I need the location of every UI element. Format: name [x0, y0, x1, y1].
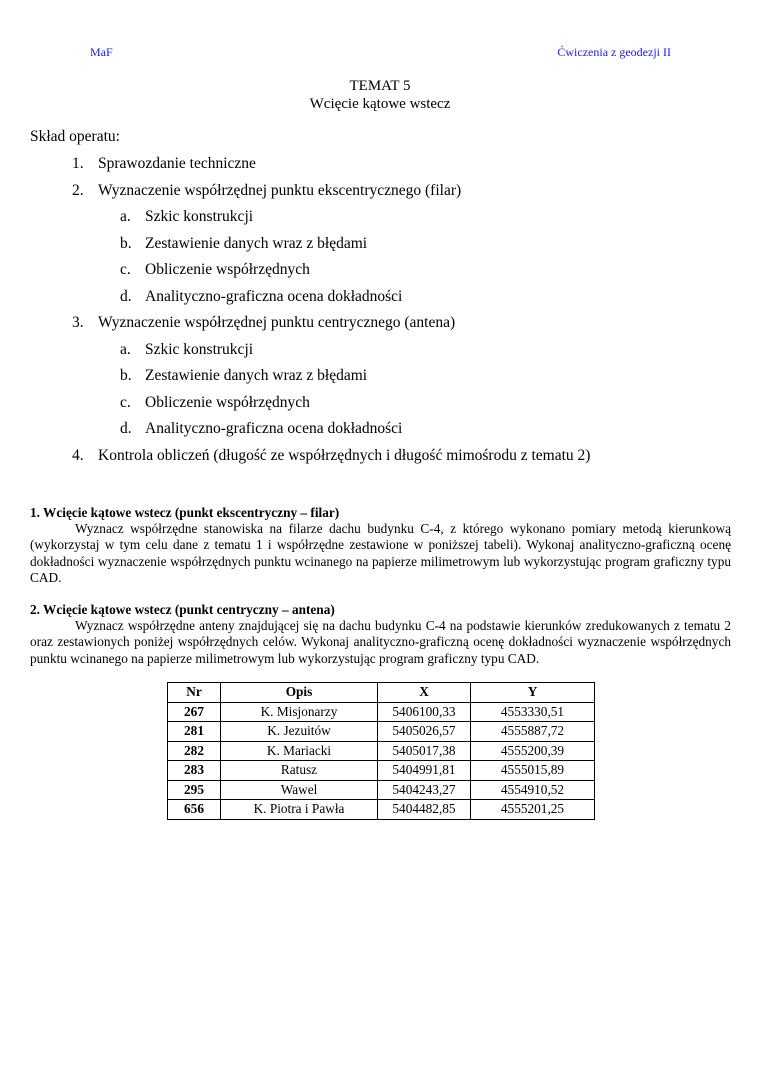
cell-nr: 283 [168, 761, 221, 781]
sub-list-item [0, 341, 760, 361]
cell-y: 4555015,89 [471, 761, 595, 781]
list-number: 2. [72, 181, 84, 199]
sub-list-text: Analityczno-graficzna ocena dokładności [145, 420, 403, 437]
cell-nr: 295 [168, 780, 221, 800]
cell-nr: 281 [168, 722, 221, 742]
cell-nr: 267 [168, 702, 221, 722]
cell-x: 5405026,57 [378, 722, 471, 742]
list-text: Kontrola obliczeń (długość ze współrzędnych i długość mimośrodu z tematu 2) [98, 446, 591, 464]
sub-list-letter: a. [120, 208, 131, 225]
table-row [168, 722, 595, 742]
list-item [0, 155, 760, 175]
header-right: Ćwiczenia z geodezji II [557, 45, 671, 59]
cell-opis: Ratusz [221, 761, 378, 781]
list-item [0, 314, 760, 334]
cell-opis: K. Jezuitów [221, 722, 378, 742]
col-y: Y [471, 683, 595, 703]
list-number: 1. [72, 155, 84, 172]
cell-y: 4555201,25 [471, 800, 595, 820]
cell-x: 5406100,33 [378, 702, 471, 722]
section1-heading: 1. Wcięcie kątowe wstecz (punkt ekscentryczny – filar) [30, 505, 340, 520]
cell-y: 4554910,52 [471, 780, 595, 800]
cell-x: 5404482,85 [378, 800, 471, 820]
sub-list-text: Szkic konstrukcji [145, 208, 254, 225]
cell-x: 5404991,81 [378, 761, 471, 781]
list-number: 3. [72, 314, 84, 331]
cell-opis: K. Mariacki [221, 741, 378, 761]
sub-list-text: Zestawienie danych wraz z błędami [145, 234, 368, 252]
sub-list-text: Analityczno-graficzna ocena dokładności [145, 287, 403, 305]
sub-list-item [0, 235, 760, 255]
sub-list-letter: a. [120, 340, 131, 358]
table-row [168, 780, 595, 800]
col-nr: Nr [168, 683, 221, 703]
cell-opis: K. Piotra i Pawła [221, 800, 378, 820]
section1-body [30, 521, 731, 586]
cell-nr: 656 [168, 800, 221, 820]
sub-list-letter: b. [120, 234, 132, 252]
col-opis: Opis [221, 683, 378, 703]
cell-x: 5405017,38 [378, 741, 471, 761]
list-number: 4. [72, 446, 84, 464]
section1-text: Wyznacz współrzędne stanowiska na filarze dachu budynku C-4, z którego wykonano pomiary metodą kierunkową (wykorzystaj w tym celu dane z tematu 1 i współrzędne zestawione w poniższej tabeli). Wykonaj analityczno-graficzną ocenę dokładności wyznaczenie współrzędnych punktu wcinanego na papierze milimetrowym lub wykorzystując program graficzny typu CAD. [30, 521, 731, 585]
sub-list-item [0, 208, 760, 228]
section2-text: Wyznacz współrzędne anteny znajdującej się na dachu budynku C-4 na podstawie kierunków zredukowanych z tematu 2 oraz zestawionych poniżej współrzędnych celów. Wykonaj analityczno-graficzną ocenę dokładności wyznaczenie współrzędnych punktu wcinanego na papierze milimetrowym lub wykorzystując program graficzny typu CAD. [30, 618, 731, 666]
sub-list-item [0, 420, 760, 440]
cell-x: 5404243,27 [378, 780, 471, 800]
list-text: Wyznaczenie współrzędnej punktu centrycznego (antena) [98, 314, 456, 331]
list-item [0, 182, 760, 202]
sub-list-letter: b. [120, 367, 132, 384]
sub-list-letter: d. [120, 420, 132, 437]
col-x: X [378, 683, 471, 703]
sub-list-item [0, 394, 760, 414]
cell-y: 4553330,51 [471, 702, 595, 722]
list-item [0, 447, 760, 467]
cell-y: 4555200,39 [471, 741, 595, 761]
sub-list-letter: c. [120, 393, 131, 411]
table-row [168, 741, 595, 761]
page-title: TEMAT 5 [349, 78, 411, 94]
table-row [168, 800, 595, 820]
targets-table [167, 682, 595, 820]
sub-list-text: Obliczenie współrzędnych [145, 393, 310, 411]
sub-list-text: Obliczenie współrzędnych [145, 261, 310, 278]
list-text: Wyznaczenie współrzędnej punktu ekscentrycznego (filar) [98, 181, 462, 199]
list-text: Sprawozdanie techniczne [98, 155, 256, 172]
header-left: MaF [90, 45, 113, 59]
sub-list-text: Szkic konstrukcji [145, 340, 254, 358]
cell-opis: K. Misjonarzy [221, 702, 378, 722]
sub-list-item [0, 288, 760, 308]
cell-y: 4555887,72 [471, 722, 595, 742]
table-row [168, 702, 595, 722]
table-row [168, 761, 595, 781]
cell-opis: Wawel [221, 780, 378, 800]
cell-nr: 282 [168, 741, 221, 761]
sub-list-item [0, 261, 760, 281]
contents-label: Skład operatu: [30, 128, 120, 145]
sub-list-letter: c. [120, 261, 131, 278]
sub-list-item [0, 367, 760, 387]
table-header-row [168, 683, 595, 703]
sub-list-text: Zestawienie danych wraz z błędami [145, 367, 368, 384]
sub-list-letter: d. [120, 287, 132, 305]
section2-body [30, 618, 731, 667]
section2-heading: 2. Wcięcie kątowe wstecz (punkt centryczny – antena) [30, 602, 335, 617]
page-subtitle: Wcięcie kątowe wstecz [309, 96, 451, 112]
